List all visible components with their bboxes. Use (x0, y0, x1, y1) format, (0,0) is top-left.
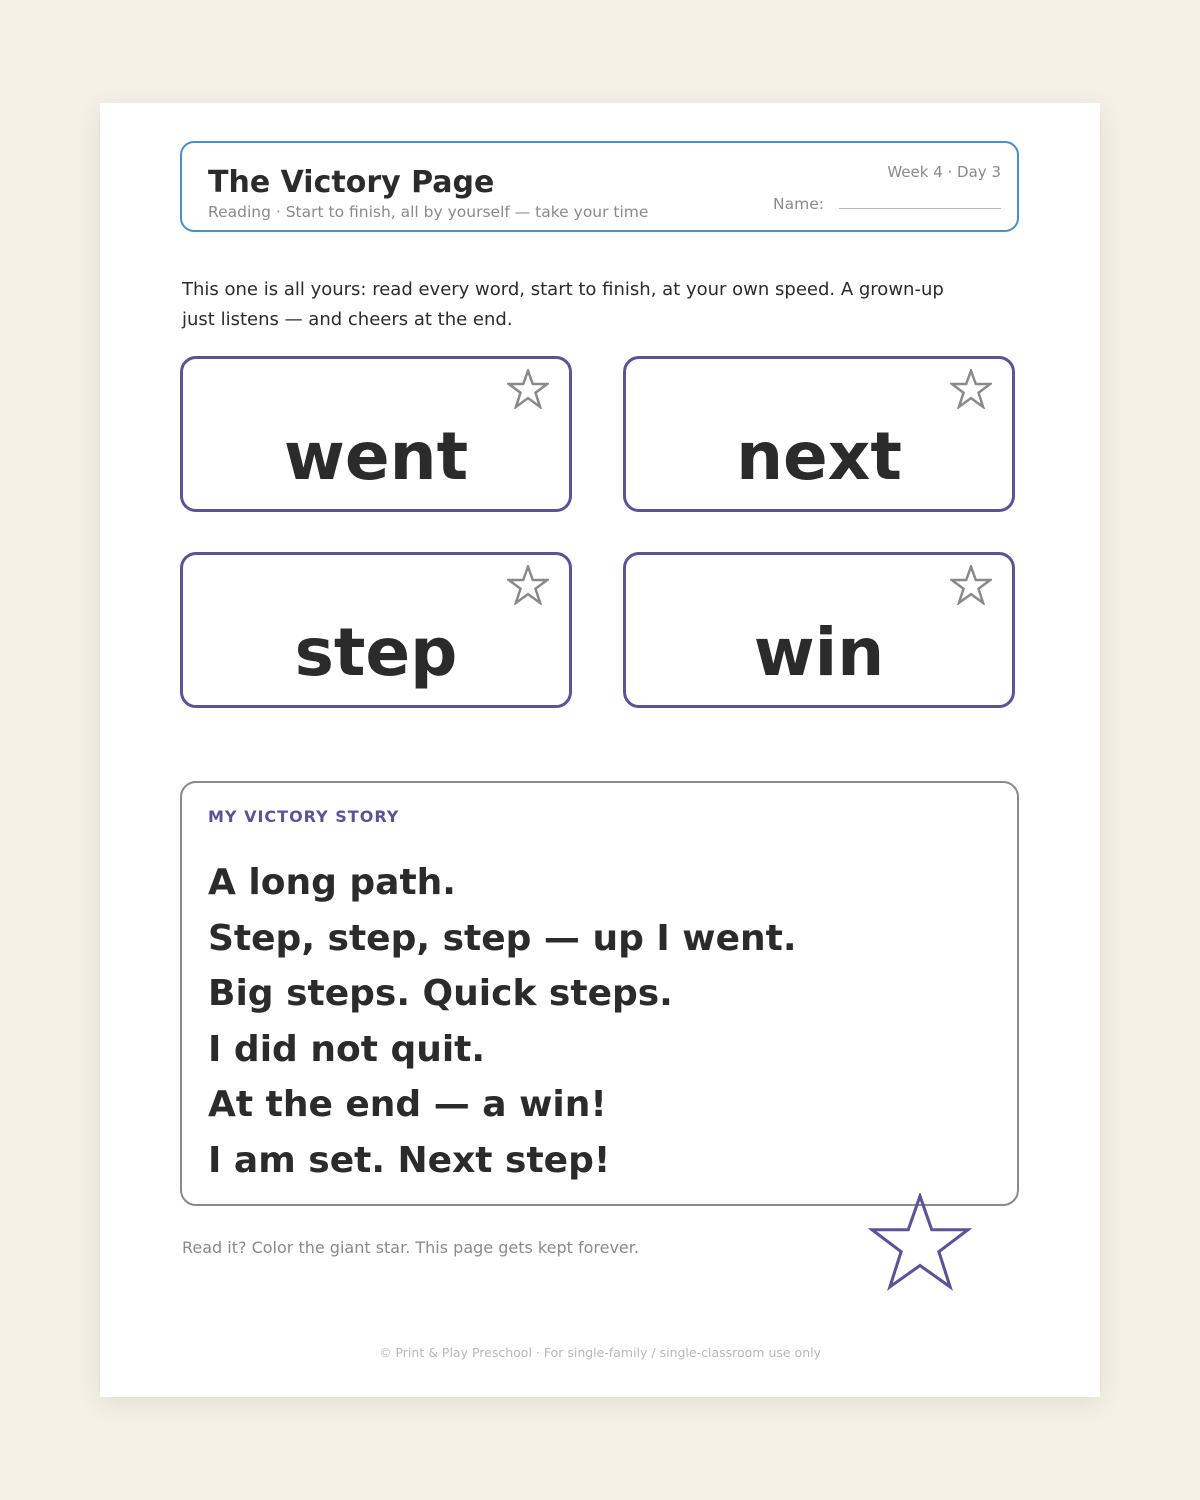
word-card (623, 356, 1015, 512)
story-lines (208, 855, 797, 1188)
story-line: Step, step, step — up I went. (208, 917, 797, 959)
name-label: Name: (773, 195, 824, 213)
star-outline-icon[interactable] (950, 565, 992, 605)
copyright-notice: © Print & Play Preschool · For single-family / single-classroom use only (379, 1345, 821, 1360)
worksheet-page (100, 103, 1100, 1397)
story-line: I am set. Next step! (208, 1139, 611, 1181)
word-card-word: win (753, 614, 885, 691)
star-outline-icon[interactable] (507, 369, 549, 409)
word-card (180, 356, 572, 512)
story-line: Big steps. Quick steps. (208, 973, 673, 1014)
word-card-word: next (736, 418, 902, 495)
word-card-word: step (294, 614, 458, 691)
word-card (180, 552, 572, 708)
story-line: At the end — a win! (208, 1084, 607, 1125)
story-label: MY VICTORY STORY (208, 807, 400, 826)
name-write-line[interactable] (839, 208, 1001, 209)
footer-note: Read it? Color the giant star. This page gets kept forever. (182, 1238, 639, 1257)
intro-text: This one is all yours: read every word, start to finish, at your own speed. A grown-up just listens — and cheers at the end. (182, 279, 944, 330)
story-line: A long path. (208, 862, 456, 903)
week-day-label: Week 4 · Day 3 (887, 163, 1001, 181)
giant-star-icon[interactable] (868, 1193, 972, 1291)
star-outline-icon[interactable] (507, 565, 549, 605)
page-title: The Victory Page (208, 165, 495, 200)
victory-story-box (180, 781, 1019, 1206)
word-card (623, 552, 1015, 708)
word-card-word: went (283, 418, 469, 495)
star-outline-icon[interactable] (950, 369, 992, 409)
page-subtitle: Reading · Start to finish, all by yourself — take your time (208, 203, 649, 221)
story-line: I did not quit. (208, 1028, 486, 1070)
header-box (180, 141, 1019, 232)
